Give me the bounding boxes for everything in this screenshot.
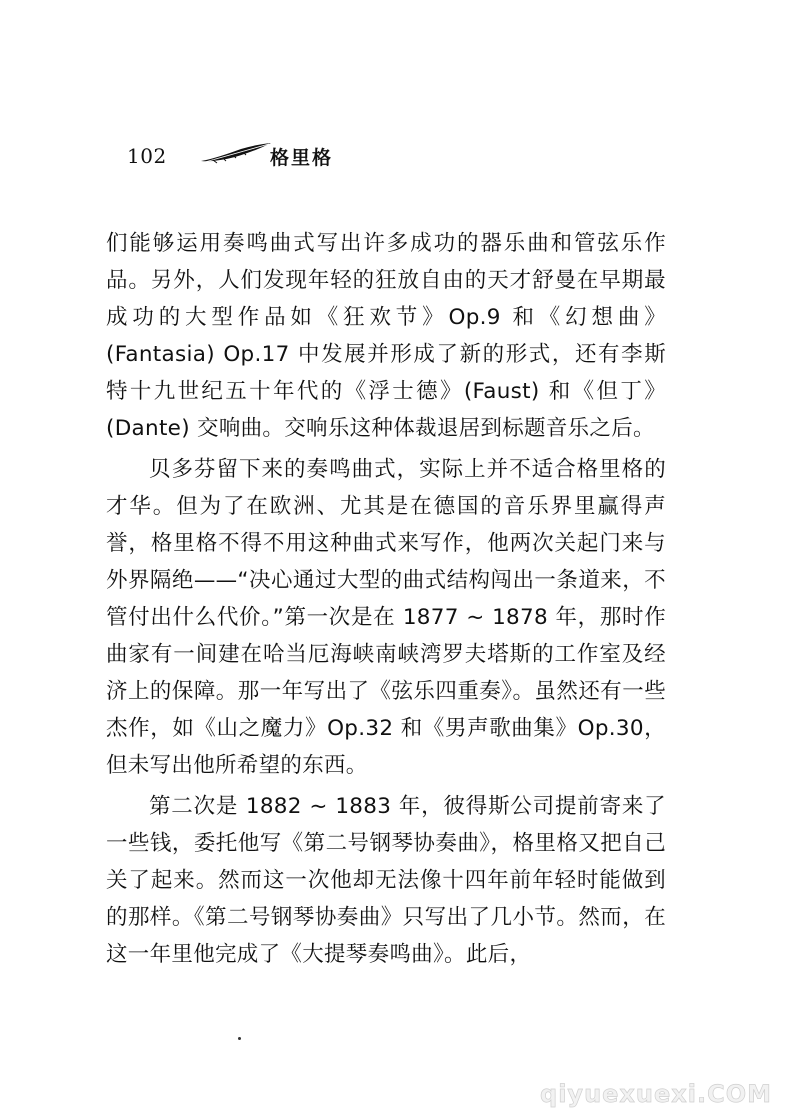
scan-speck	[238, 1037, 241, 1040]
watermark-text: qiyuexuexi.COM	[540, 1080, 772, 1108]
paragraph-sonata-form: 贝多芬留下来的奏鸣曲式，实际上并不适合格里格的才华。但为了在欧洲、尤其是在德国的音乐界里赢得声誉，格里格不得不用这种曲式来写作，他两次关起门来与外界隔绝——“决心通过大型的曲式结构闯出一条道来，不管付出什么代价。”第一次是在 1877 ~ 1878 年，那时作曲家有一间建在哈当厄海峡南峡湾罗夫塔斯的工作室及经济上的保障。那一年写出了《弦乐四重奏》。虽然还有一些杰作，如《山之魔力》Op.32 和《男声歌曲集》Op.30，但未写出他所希望的东西。	[106, 457, 666, 778]
site-watermark	[476, 1076, 776, 1110]
running-header	[127, 140, 447, 170]
quill-ornament-icon	[199, 141, 273, 165]
running-title: 格里格	[270, 147, 334, 169]
body-text	[106, 225, 666, 977]
page-number: 102	[127, 144, 167, 168]
paragraph-continued: 们能够运用奏鸣曲式写出许多成功的器乐曲和管弦乐作品。另外，人们发现年轻的狂放自由的天才舒曼在早期最成功的大型作品如《狂欢节》Op.9 和《幻想曲》(Fantasia) Op.17 中发展并形成了新的形式，还有李斯特十九世纪五十年代的《浮士德》(Faust) 和《但丁》(Dante) 交响曲。交响乐这种体裁退居到标题音乐之后。	[106, 231, 666, 441]
paragraph-second-attempt: 第二次是 1882 ~ 1883 年，彼得斯公司提前寄来了一些钱，委托他写《第二号钢琴协奏曲》，格里格又把自己关了起来。然而这一次他却无法像十四年前年轻时能做到的那样。《第二号钢琴协奏曲》只写出了几小节。然而，在这一年里他完成了《大提琴奏鸣曲》。此后，	[106, 794, 666, 967]
